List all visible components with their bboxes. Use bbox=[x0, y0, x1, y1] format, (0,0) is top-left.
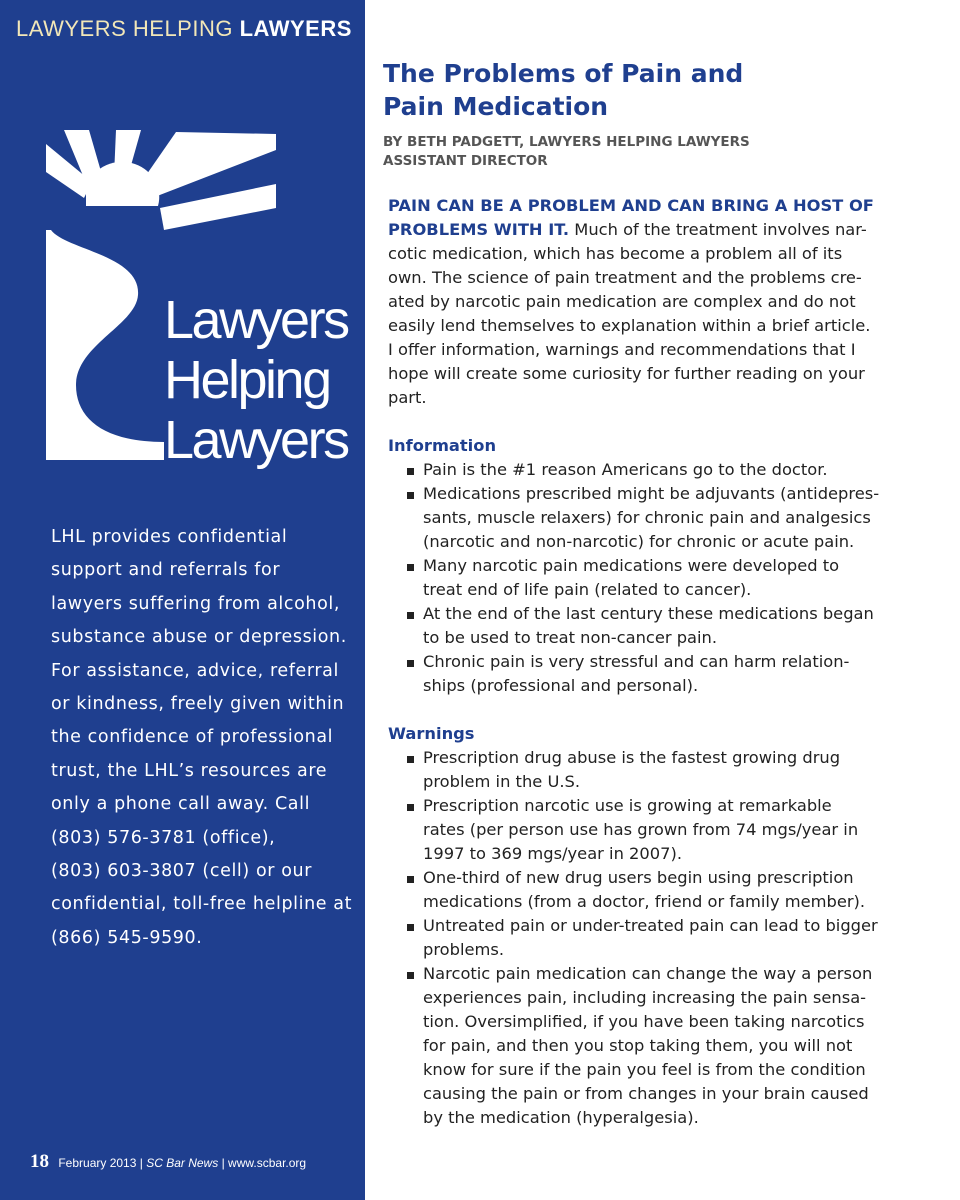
series-title bbox=[16, 16, 352, 42]
logo-line: Helping bbox=[164, 350, 330, 410]
logo-line: Lawyers bbox=[164, 410, 348, 470]
section-heading-information: Information bbox=[388, 436, 497, 455]
intro-line bbox=[388, 218, 938, 242]
bullet-item: Prescription narcotic use is growing at remarkable bbox=[388, 794, 938, 818]
description-line: or kindness, freely given within bbox=[51, 694, 345, 715]
bullet-continuation: sants, muscle relaxers) for chronic pain and analgesics bbox=[423, 508, 871, 527]
intro-line: easily lend themselves to explanation within a brief article. bbox=[388, 316, 871, 335]
bullet-item: At the end of the last century these medications began bbox=[388, 602, 938, 626]
website: www.scbar.org bbox=[228, 1156, 307, 1170]
bullet-item: Medications prescribed might be adjuvants (antidepres- bbox=[388, 482, 938, 506]
description-line: the confidence of professional bbox=[51, 727, 334, 748]
bullet-continuation: experiences pain, including increasing the pain sensa- bbox=[423, 988, 867, 1007]
bullet-item: Narcotic pain medication can change the way a person bbox=[388, 962, 938, 986]
information-bullet-list bbox=[388, 458, 938, 698]
bullet-continuation: to be used to treat non-cancer pain. bbox=[423, 628, 718, 647]
description-line: trust, the LHL’s resources are bbox=[51, 760, 328, 781]
bullet-continuation: for pain, and then you stop taking them, you will not bbox=[423, 1036, 853, 1055]
article-title bbox=[383, 57, 743, 123]
description-line: (803) 576-3781 (office), bbox=[51, 827, 276, 848]
intro-line: I offer information, warnings and recommendations that I bbox=[388, 340, 856, 359]
byline-line: BY BETH PADGETT, LAWYERS HELPING LAWYERS bbox=[383, 134, 750, 150]
lhl-description bbox=[51, 521, 351, 955]
article-body bbox=[388, 194, 938, 1130]
bullet-continuation: 1997 to 369 mgs/year in 2007). bbox=[423, 844, 683, 863]
section-heading-warnings: Warnings bbox=[388, 724, 475, 743]
lead-line: PAIN CAN BE A PROBLEM AND CAN BRING A HOST OF bbox=[388, 196, 874, 215]
bullet-item: Pain is the #1 reason Americans go to the doctor. bbox=[388, 458, 938, 482]
bullet-item: Prescription drug abuse is the fastest growing drug bbox=[388, 746, 938, 770]
intro-line: ated by narcotic pain medication are complex and do not bbox=[388, 292, 856, 311]
bullet-continuation: ships (professional and personal). bbox=[423, 676, 699, 695]
series-title-bold: LAWYERS bbox=[239, 16, 352, 41]
description-line: For assistance, advice, referral bbox=[51, 660, 339, 681]
bullet-continuation: by the medication (hyperalgesia). bbox=[423, 1108, 699, 1127]
series-title-light: LAWYERS HELPING bbox=[16, 16, 233, 41]
bullet-item: Many narcotic pain medications were developed to bbox=[388, 554, 938, 578]
logo-line: Lawyers bbox=[164, 290, 348, 350]
article bbox=[365, 0, 960, 1200]
bullet-item: Chronic pain is very stressful and can harm relation- bbox=[388, 650, 938, 674]
intro-line: part. bbox=[388, 388, 427, 407]
bullet-continuation: problems. bbox=[423, 940, 505, 959]
lead-line: PROBLEMS WITH IT. bbox=[388, 220, 570, 239]
bullet-continuation: problem in the U.S. bbox=[423, 772, 581, 791]
description-line: substance abuse or depression. bbox=[51, 627, 347, 648]
bullet-item: Untreated pain or under-treated pain can lead to bigger bbox=[388, 914, 938, 938]
bullet-continuation: treat end of life pain (related to cancer). bbox=[423, 580, 752, 599]
bullet-continuation: medications (from a doctor, friend or family member). bbox=[423, 892, 866, 911]
byline bbox=[383, 133, 750, 171]
sidebar bbox=[0, 0, 365, 1200]
issue-date: February 2013 bbox=[58, 1156, 137, 1170]
bullet-continuation: rates (per person use has grown from 74 mgs/year in bbox=[423, 820, 859, 839]
page-footer bbox=[30, 1151, 306, 1173]
intro-line: cotic medication, which has become a problem all of its bbox=[388, 244, 843, 263]
description-line: confidential, toll-free helpline at bbox=[51, 894, 353, 915]
title-line: Pain Medication bbox=[383, 92, 609, 121]
description-line: lawyers suffering from alcohol, bbox=[51, 593, 341, 614]
description-line: support and referrals for bbox=[51, 560, 281, 581]
description-line: (803) 603-3807 (cell) or our bbox=[51, 861, 313, 882]
lhl-logo-wordmark bbox=[164, 290, 348, 470]
footer-separator: | bbox=[221, 1156, 225, 1170]
bullet-continuation: tion. Oversimplified, if you have been taking narcotics bbox=[423, 1012, 865, 1031]
title-line: The Problems of Pain and bbox=[383, 59, 744, 88]
intro-text: Much of the treatment involves nar- bbox=[569, 220, 867, 239]
publication-name: SC Bar News bbox=[146, 1156, 219, 1170]
description-line: LHL provides confidential bbox=[51, 527, 288, 547]
description-line: only a phone call away. Call bbox=[51, 794, 311, 815]
bullet-continuation: (narcotic and non-narcotic) for chronic or acute pain. bbox=[423, 532, 855, 551]
byline-line: ASSISTANT DIRECTOR bbox=[383, 153, 548, 169]
footer-separator: | bbox=[139, 1156, 143, 1170]
series-header bbox=[0, 0, 365, 50]
intro-line: own. The science of pain treatment and the problems cre- bbox=[388, 268, 862, 287]
bullet-item: One-third of new drug users begin using prescription bbox=[388, 866, 938, 890]
description-line: (866) 545-9590. bbox=[51, 927, 203, 948]
intro-line: hope will create some curiosity for further reading on your bbox=[388, 364, 865, 383]
warnings-bullet-list bbox=[388, 746, 938, 1130]
bullet-continuation: know for sure if the pain you feel is from the condition bbox=[423, 1060, 866, 1079]
page-number: 18 bbox=[30, 1151, 49, 1172]
bullet-continuation: causing the pain or from changes in your brain caused bbox=[423, 1084, 869, 1103]
